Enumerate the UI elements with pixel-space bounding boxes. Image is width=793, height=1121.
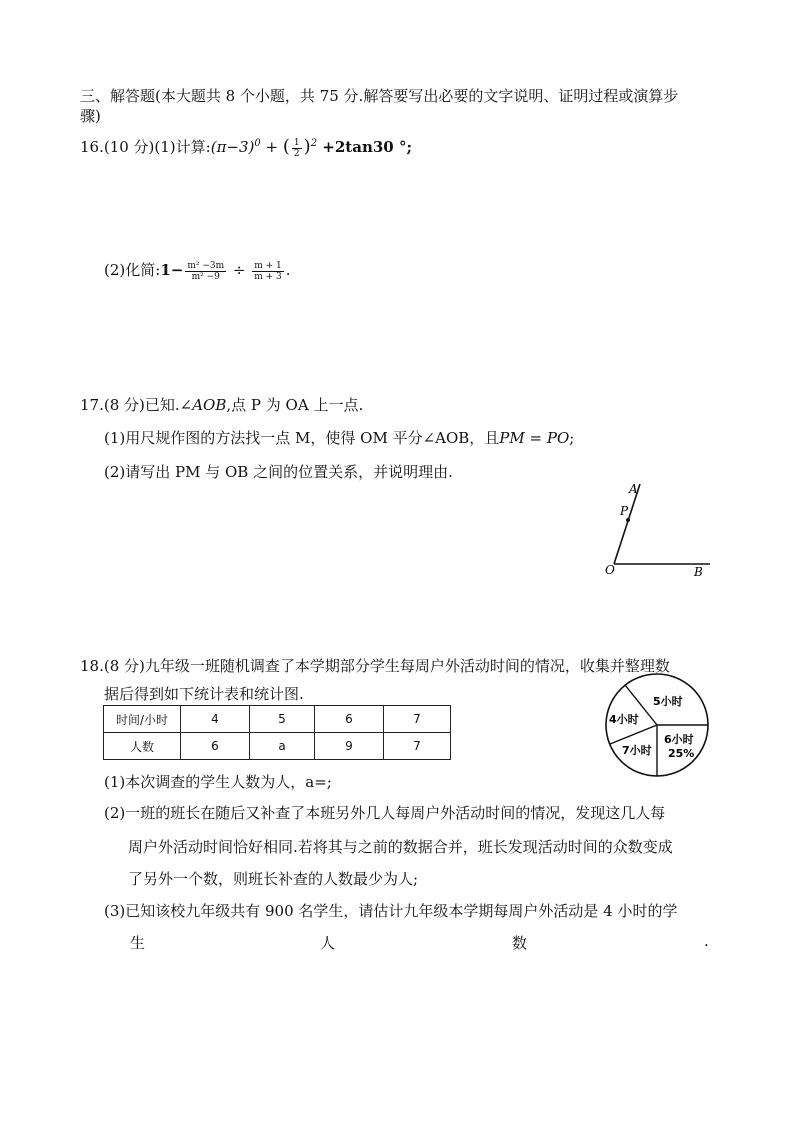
q16-frac-half: $\frac{1}{2}$ [293, 137, 300, 159]
q17-part1: (1)用尺规作图的方法找一点 M，使得 OM 平分∠AOB，且PM = PO; [104, 429, 575, 447]
table-cell: 6 [181, 733, 250, 760]
section-heading-line1: 三、解答题(本大题共 8 个小题，共 75 分.解答要写出必要的文字说明、证明过程或演算步 [80, 87, 679, 105]
table-cell: 人数 [104, 733, 181, 760]
q17-angle: ∠AOB [179, 396, 227, 414]
q18-part3-word3: 数 [512, 934, 528, 952]
table-cell: 4 [181, 706, 250, 733]
table-cell: 5 [250, 706, 315, 733]
q16-frac2: $\frac{m + 1}{m + 3}$ [254, 260, 282, 282]
table-cell: 时间/小时 [104, 706, 181, 733]
q16-tail: +2tan30 °; [317, 138, 412, 156]
ray-oa [614, 484, 640, 564]
table-row [104, 733, 451, 760]
q16-plus: + [260, 138, 283, 156]
table-cell: a [250, 733, 315, 760]
q18-pie-chart [602, 670, 712, 780]
label-b: B [694, 565, 703, 578]
q18-part3-word1: 生 [130, 934, 146, 952]
pie-label-6h-pct: 25% [668, 747, 695, 760]
q17-stem: 17.(8 分)已知.∠AOB,点 P 为 OA 上一点. [80, 396, 364, 414]
q18-part1: (1)本次调查的学生人数为人，a=; [104, 773, 332, 791]
q16-expr-a: (π−3) [210, 138, 255, 156]
label-o: O [605, 563, 615, 577]
q17-part2: (2)请写出 PM 与 OB 之间的位置关系，并说明理由. [104, 463, 453, 481]
q16-exp0: 0 [254, 138, 261, 149]
q18-stem-line2: 据后得到如下统计表和统计图. [104, 685, 304, 703]
q18-stem-line1: 18.(8 分)九年级一班随机调查了本学期部分学生每周户外活动时间的情况，收集并整理数 [80, 657, 670, 675]
section-heading-line2: 骤) [80, 107, 101, 125]
q16-exp2: 2 [310, 138, 318, 149]
table-cell: 7 [384, 733, 451, 760]
q18-part3-line1: (3)已知该校九年级共有 900 名学生，请估计九年级本学期每周户外活动是 4 小时的学 [104, 902, 678, 920]
q16-div: ÷ [228, 261, 251, 279]
table-cell: 7 [384, 706, 451, 733]
q17-angle-figure [600, 478, 715, 578]
table-row [104, 706, 451, 733]
q18-part3-word2: 人 [320, 934, 336, 952]
q16-one: 1− [160, 261, 184, 279]
label-a: A [629, 482, 638, 496]
pie-label-4h: 4小时 [609, 713, 639, 726]
q18-stats-table [103, 705, 451, 760]
pie-label-7h: 7小时 [622, 744, 652, 757]
label-p: P [620, 504, 629, 518]
table-cell: 9 [315, 733, 384, 760]
q17-eq: PM = PO [499, 429, 570, 447]
q16-frac1: $\frac{\text{m² −3m}}{\text{m² −9}}$ [187, 260, 225, 282]
q16-part1-prefix: 16.(10 分)(1)计算: [80, 138, 211, 156]
q16-end: . [285, 261, 291, 279]
q18-part3-word4: . [704, 932, 709, 950]
q16-part1: 16.(10 分)(1)计算$:(\pi-3)^0$ + ( $\frac{1}{2}$ )$^2$ +2tan30 °; [80, 136, 412, 159]
table-cell: 6 [315, 706, 384, 733]
pie-label-5h: 5小时 [653, 695, 683, 708]
q18-part2-line1: (2)一班的班长在随后又补查了本班另外几人每周户外活动时间的情况，发现这几人每 [104, 804, 666, 822]
pie-label-6h: 6小时 [664, 733, 694, 746]
q18-part2-line2: 周户外活动时间恰好相同.若将其与之前的数据合并，班长发现活动时间的众数变成 [128, 838, 673, 856]
q16-part2 [104, 260, 291, 282]
q18-part2-line3: 了另外一个数，则班长补查的人数最少为人; [128, 870, 419, 888]
q16-part2-prefix: (2)化简: [104, 261, 161, 279]
point-p [626, 518, 630, 522]
